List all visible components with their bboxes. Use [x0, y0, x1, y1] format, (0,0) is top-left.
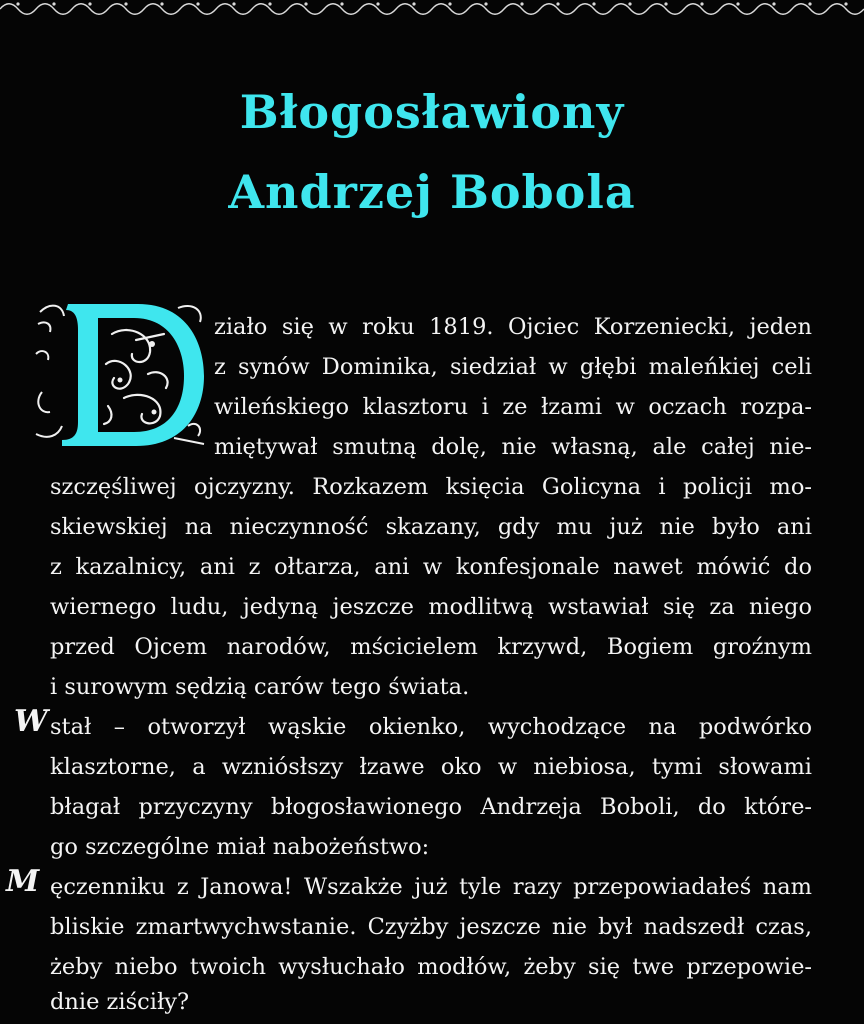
- paragraph-2-line-3: błagał przyczyny błogosławionego Andrzeja Boboli, do które-: [50, 794, 812, 820]
- paragraph-1-line-1: ziało się w roku 1819. Ojciec Korzeniecki, jeden: [214, 314, 812, 340]
- title-line-2: Andrzej Bobola: [228, 165, 636, 219]
- paragraph-2-line-2: klasztorne, a wzniósłszy łzawe oko w niebiosa, tymi słowami: [50, 754, 812, 780]
- paragraph-1-line-7: z kazalnicy, ani z ołtarza, ani w konfesjonale nawet mówić do: [50, 554, 812, 580]
- paragraph-1-line-4: miętywał smutną dolę, nie własną, ale całej nie-: [214, 434, 812, 460]
- paragraph-2-line-4: go szczególne miał nabożeństwo:: [50, 834, 430, 860]
- paragraph-1-line-9: przed Ojcem narodów, mścicielem krzywd, Bogiem groźnym: [50, 634, 812, 660]
- paragraph-1-line-5: szczęśliwej ojczyzny. Rozkazem księcia Golicyna i policji mo-: [50, 474, 812, 500]
- paragraph-3-line-2: bliskie zmartwychwstanie. Czyżby jeszcze nie był nadszedł czas,: [50, 914, 812, 940]
- ornamental-dropcap: [28, 294, 210, 454]
- paragraph-1-line-2: z synów Dominika, siedział w głębi maleńkiej celi: [214, 354, 812, 380]
- paragraph-3-line-3: żeby niebo twoich wysłuchało modłów, żeby się twe przepowie-: [50, 954, 812, 980]
- paragraph-2-line-1: stał – otworzył wąskie okienko, wychodzące na podwórko: [50, 714, 812, 740]
- paragraph-1-line-6: skiewskiej na nieczynność skazany, gdy mu już nie było ani: [50, 514, 812, 540]
- paragraph-1-line-8: wiernego ludu, jedyną jeszcze modlitwą wstawiał się za niego: [50, 594, 812, 620]
- page-title: [0, 72, 864, 232]
- paragraph-1-line-10: i surowym sędzią carów tego świata.: [50, 674, 470, 700]
- dropcap-letter-d: [28, 294, 210, 454]
- paragraph-2-initial: W: [14, 704, 48, 739]
- paragraph-3-line-1: ęczenniku z Janowa! Wszakże już tyle razy przepowiadałeś nam: [50, 874, 812, 900]
- paragraph-3-initial: M: [6, 864, 40, 899]
- paragraph-3-line-4: dnie ziściły?: [50, 989, 190, 1015]
- ornamental-border: [0, 0, 864, 18]
- title-line-1: Błogosławiony: [239, 85, 625, 139]
- paragraph-1-line-3: wileńskiego klasztoru i ze łzami w oczach rozpa-: [214, 394, 812, 420]
